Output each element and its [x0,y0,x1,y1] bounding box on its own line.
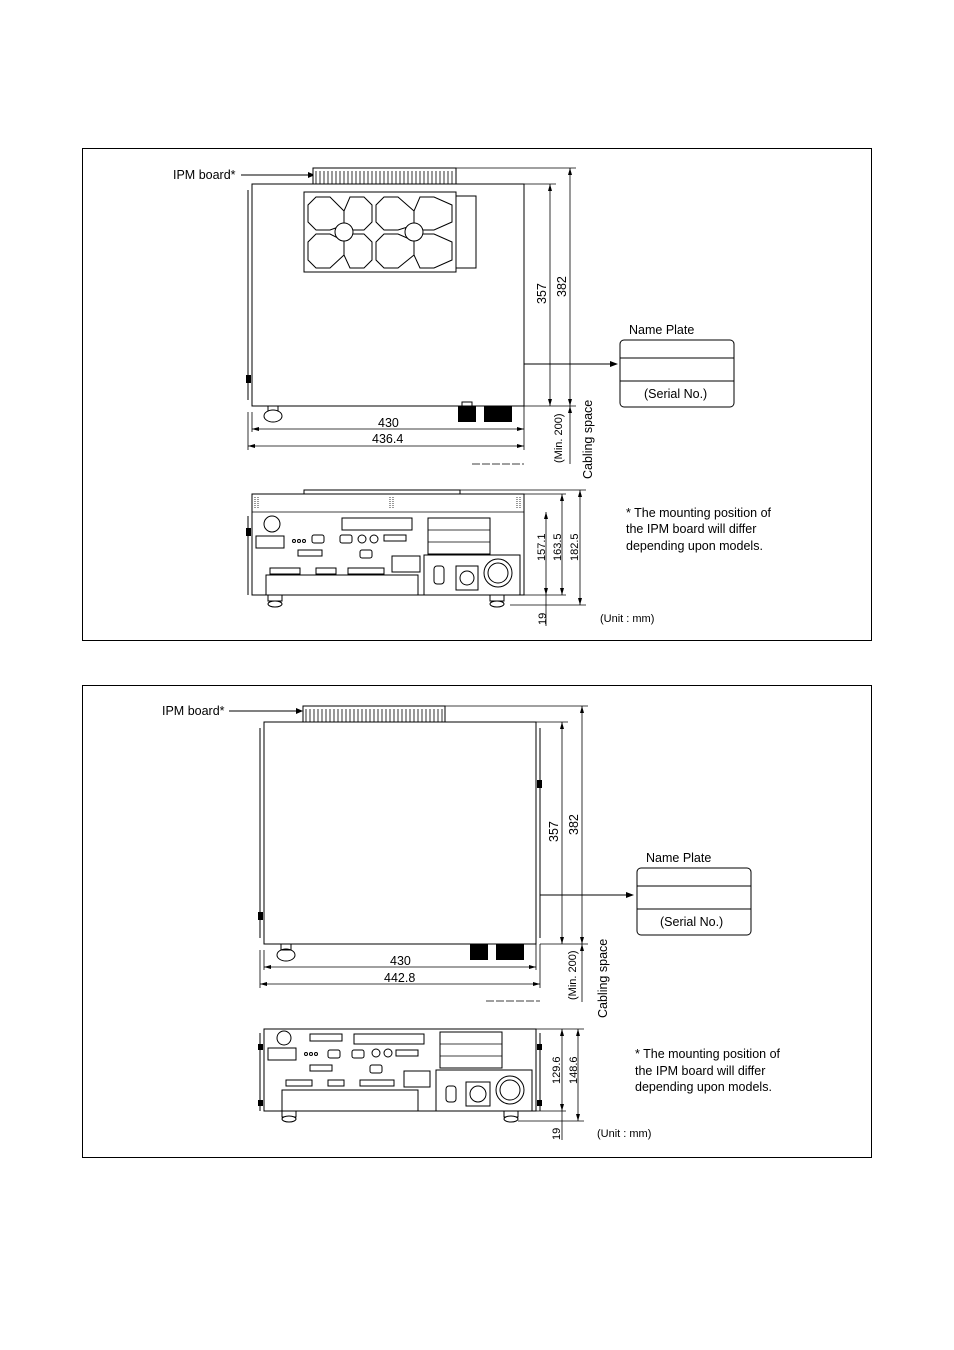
note-line-2: the IPM board will differ [626,522,757,536]
ipm-fins [306,709,442,722]
dim-label-157: 157.1 [536,533,548,561]
dim-label-430: 430 [390,954,411,968]
power-switch [277,1031,291,1045]
dim-label-357: 357 [547,821,561,842]
card-slots [440,1032,502,1068]
note-line-1: * The mounting position of [635,1047,781,1061]
name-plate-label: Name Plate [629,323,695,337]
dim-label-182: 182.5 [569,533,581,561]
unit-label: (Unit : mm) [600,613,655,625]
note-line-2: the IPM board will differ [635,1064,766,1078]
connector-1 [470,944,488,960]
dim-label-382: 382 [567,814,581,835]
connector-2 [496,944,524,960]
dim-label-436: 436.4 [372,432,404,446]
name-plate-label: Name Plate [646,851,712,865]
dim-label-19: 19 [551,1127,563,1140]
dim-label-cabling: (Min. 200) [567,950,579,1000]
note-line-3: depending upon models. [626,539,763,553]
dim-label-148: 148.6 [568,1056,580,1084]
side-latch-left [258,912,263,920]
dim-label-442: 442.8 [384,971,416,985]
foot-top-view-pad [277,949,295,961]
dim-label-129: 129.6 [551,1056,563,1084]
name-plate-arrow-head [626,892,634,898]
dim-label-382: 382 [555,276,569,297]
dim-label-cabling: (Min. 200) [553,413,565,463]
side-latch-right [537,780,542,788]
serial-label: (Serial No.) [644,387,708,401]
ipm-arrow-head [296,708,303,714]
top-view-body [264,722,536,944]
dim-label-163: 163.5 [552,533,564,561]
display-slot [354,1034,424,1044]
ipm-board-label: IPM board* [173,168,236,182]
dim-label-430: 430 [378,416,399,430]
cabling-space-label: Cabling space [596,938,610,1018]
cabling-space-label: Cabling space [581,399,595,479]
unit-label: (Unit : mm) [597,1128,652,1140]
serial-label: (Serial No.) [660,915,724,929]
note-line-3: depending upon models. [635,1080,772,1094]
ipm-board-label: IPM board* [162,704,225,718]
dim-label-19: 19 [537,612,549,625]
dim-label-357: 357 [535,283,549,304]
note-line-1: * The mounting position of [626,506,772,520]
